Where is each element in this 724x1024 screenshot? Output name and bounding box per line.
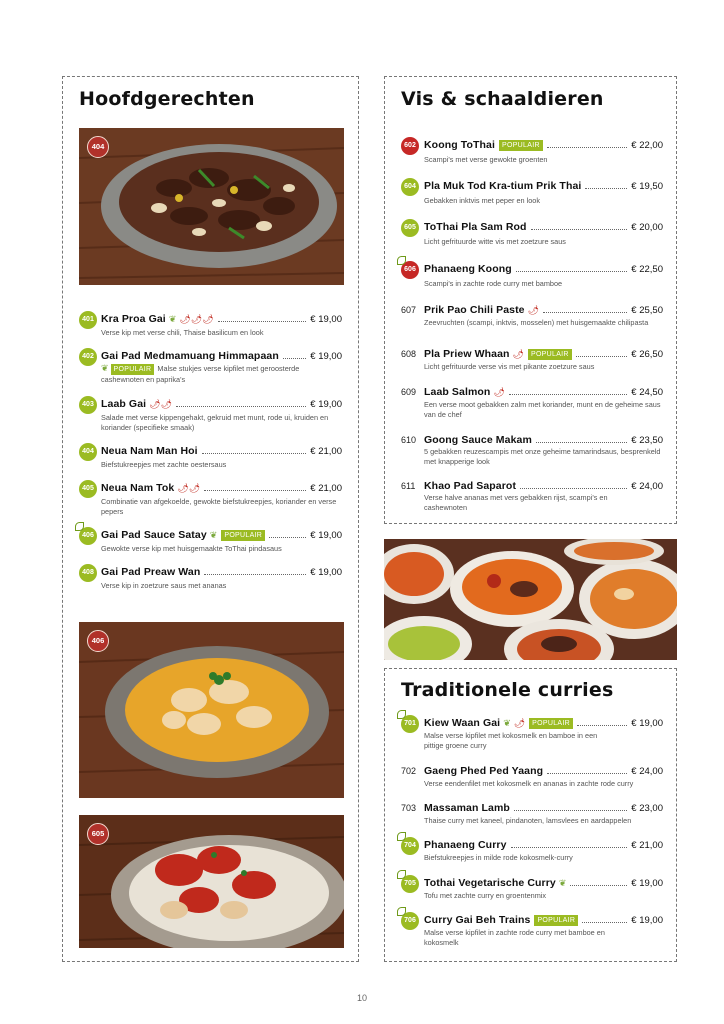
popular-badge: POPULAIR [499,140,543,151]
dot-leader [520,488,627,489]
dot-leader [576,356,628,357]
dot-leader [269,537,306,538]
item-price: € 19,00 [631,718,663,729]
item-number: 406 [79,527,97,545]
item-price: € 23,50 [631,435,663,446]
dish-photo-406 [79,622,344,798]
dot-leader [204,490,306,491]
item-name: Kiew Waan Gai [424,717,501,729]
popular-badge: POPULAIR [528,349,572,360]
item-name: Kra Proa Gai [101,313,166,325]
item-number: 606 [401,261,419,279]
item-number: 408 [79,564,97,582]
item-number: 702 [401,766,417,776]
photo-number-badge: 404 [87,136,109,158]
item-name: Tothai Vegetarische Curry [424,877,556,889]
dot-leader [531,229,628,230]
item-description-text: Malse stukjes verse kipfilet met geroosterde cashewnoten en paprika's [101,364,300,384]
item-name: Gai Pad Sauce Satay [101,529,207,541]
item-price: € 23,00 [631,803,663,814]
item-description: Malse verse kipfilet in zachte rode curry met bamboe en kokosmelk [424,928,605,947]
item-price: € 19,00 [631,878,663,889]
item-price: € 19,00 [310,399,342,410]
item-name: Goong Sauce Makam [424,434,532,446]
item-number: 405 [79,480,97,498]
dot-leader [511,847,628,848]
item-number: 706 [401,912,419,930]
item-name: Khao Pad Saparot [424,480,517,492]
item-description: Licht gefrituurde witte vis met zoetzure saus [424,237,566,246]
dot-leader [176,406,306,407]
item-price: € 22,00 [631,140,663,151]
chili-icon: 🌶 [513,718,526,728]
item-price: € 22,50 [631,264,663,275]
curries-title: Traditionele curries [401,679,614,701]
item-description: Verse halve ananas met vers gebakken rijst, scampi's en cashewnoten [424,493,608,512]
item-description: Biefstukreepjes met zachte oestersaus [101,460,227,469]
item-number: 404 [79,443,97,461]
item-description: Scampi's met verse gewokte groenten [424,155,548,164]
chili-icon: 🌶🌶 [149,399,173,409]
item-number: 403 [79,396,97,414]
item-price: € 21,00 [310,446,342,457]
vegetarian-icon: ❦ [168,314,177,324]
item-price: € 19,00 [310,314,342,325]
popular-badge: POPULAIR [221,530,265,541]
dish-photo-605 [79,815,344,948]
item-number: 610 [401,435,417,445]
item-name: Pla Priew Whaan [424,348,510,360]
item-number: 701 [401,715,419,733]
item-description: Thaise curry met kaneel, pindanoten, lamsvlees en aardappelen [424,816,632,825]
vegetarian-icon: ❦ [558,878,567,888]
item-name: Koong ToThai [424,139,495,151]
chili-icon: 🌶 [527,305,540,315]
item-description: Licht gefrituurde verse vis met pikante zoetzure saus [424,362,595,371]
chili-icon: 🌶🌶 [177,483,201,493]
main-dishes-title: Hoofdgerechten [79,88,255,110]
dot-leader [577,725,627,726]
dot-leader [283,358,306,359]
item-description: Combinatie van afgekoelde, gewokte biefstukreepjes, koriander en verse pepers [101,497,337,516]
dot-leader [509,394,627,395]
item-price: € 21,00 [310,483,342,494]
item-price: € 25,50 [631,305,663,316]
item-name: Massaman Lamb [424,802,510,814]
dot-leader [547,147,627,148]
item-number: 608 [401,349,417,359]
item-name: Pla Muk Tod Kra-tium Prik Thai [424,180,582,192]
item-price: € 19,00 [631,915,663,926]
vegetarian-icon: ❦ [209,530,218,540]
vegetarian-icon: ❦ [101,363,109,373]
item-number: 703 [401,803,417,813]
item-name: Gai Pad Preaw Wan [101,566,201,578]
item-description: Verse eendenfilet met kokosmelk en ananas in zachte rode curry [424,779,634,788]
photo-number-badge: 406 [87,630,109,652]
popular-badge: POPULAIR [534,915,578,926]
item-name: Laab Gai [101,398,147,410]
item-name: Gai Pad Medmamuang Himmapaan [101,350,279,362]
item-number: 705 [401,875,419,893]
dot-leader [204,574,306,575]
dot-leader [585,188,627,189]
item-number: 704 [401,837,419,855]
item-description: Zeevruchten (scampi, inktvis, mosselen) met huisgemaakte chilipasta [424,318,649,327]
item-description: Gebakken inktvis met peper en look [424,196,541,205]
item-name: ToThai Pla Sam Rod [424,221,527,233]
item-price: € 19,00 [310,530,342,541]
item-description: Gewokte verse kip met huisgemaakte ToThai pindasaus [101,544,282,553]
item-description: Scampi's in zachte rode curry met bamboe [424,279,563,288]
curries-photo [384,539,677,660]
item-description: Een verse moot gebakken zalm met koriander, munt en de geheime saus van de chef [424,400,661,419]
item-description [101,364,341,385]
vegetarian-icon: ❦ [503,718,511,728]
dot-leader [202,453,307,454]
item-number: 604 [401,178,419,196]
item-name: Prik Pao Chili Paste [424,304,525,316]
item-name: Neua Nam Tok [101,482,175,494]
item-description: Malse verse kipfilet met kokosmelk en bamboe in een pittige groene curry [424,731,598,750]
item-number: 402 [79,348,97,366]
item-name: Phanaeng Koong [424,263,512,275]
item-number: 609 [401,387,417,397]
dot-leader [547,773,627,774]
item-price: € 19,00 [310,351,342,362]
dot-leader [543,312,627,313]
item-price: € 21,00 [631,840,663,851]
item-description: Biefstukreepjes in milde rode kokosmelk-curry [424,853,573,862]
item-price: € 24,00 [631,766,663,777]
item-price: € 26,50 [631,349,663,360]
dot-leader [582,922,627,923]
item-number: 401 [79,311,97,329]
item-description: Tofu met zachte curry en groentenmix [424,891,547,900]
fish-title: Vis & schaaldieren [401,88,604,110]
item-price: € 24,00 [631,481,663,492]
item-name: Curry Gai Beh Trains [424,914,531,926]
item-number: 602 [401,137,419,155]
popular-badge: POPULAIR [529,718,573,729]
item-number: 607 [401,305,417,315]
photo-number-badge: 605 [87,823,109,845]
item-price: € 24,50 [631,387,663,398]
dot-leader [536,442,627,443]
item-description: Salade met verse kippengehakt, gekruid met munt, rode ui, kruiden en koriander (specifieke smaak) [101,413,329,432]
item-description: 5 gebakken reuzescampis met onze geheime tamarindsaus, besprenkeld met knapperige look [424,447,661,466]
dot-leader [570,885,627,886]
item-description: Verse kip in zoetzure saus met ananas [101,581,227,590]
item-number: 605 [401,219,419,237]
popular-badge: POPULAIR [111,364,155,375]
page-number: 10 [356,993,367,1003]
item-price: € 19,00 [310,567,342,578]
item-number: 611 [401,481,416,491]
item-description: Verse kip met verse chili, Thaise basilicum en look [101,328,264,337]
dot-leader [516,271,628,272]
item-name: Gaeng Phed Ped Yaang [424,765,544,777]
chili-icon: 🌶🌶🌶 [179,314,214,324]
item-price: € 19,50 [631,181,663,192]
item-name: Laab Salmon [424,386,491,398]
dot-leader [218,321,307,322]
item-price: € 20,00 [631,222,663,233]
item-name: Phanaeng Curry [424,839,507,851]
chili-icon: 🌶 [493,387,505,397]
dot-leader [514,810,627,811]
dish-photo-404 [79,128,344,285]
chili-icon: 🌶 [512,349,524,359]
item-name: Neua Nam Man Hoi [101,445,198,457]
